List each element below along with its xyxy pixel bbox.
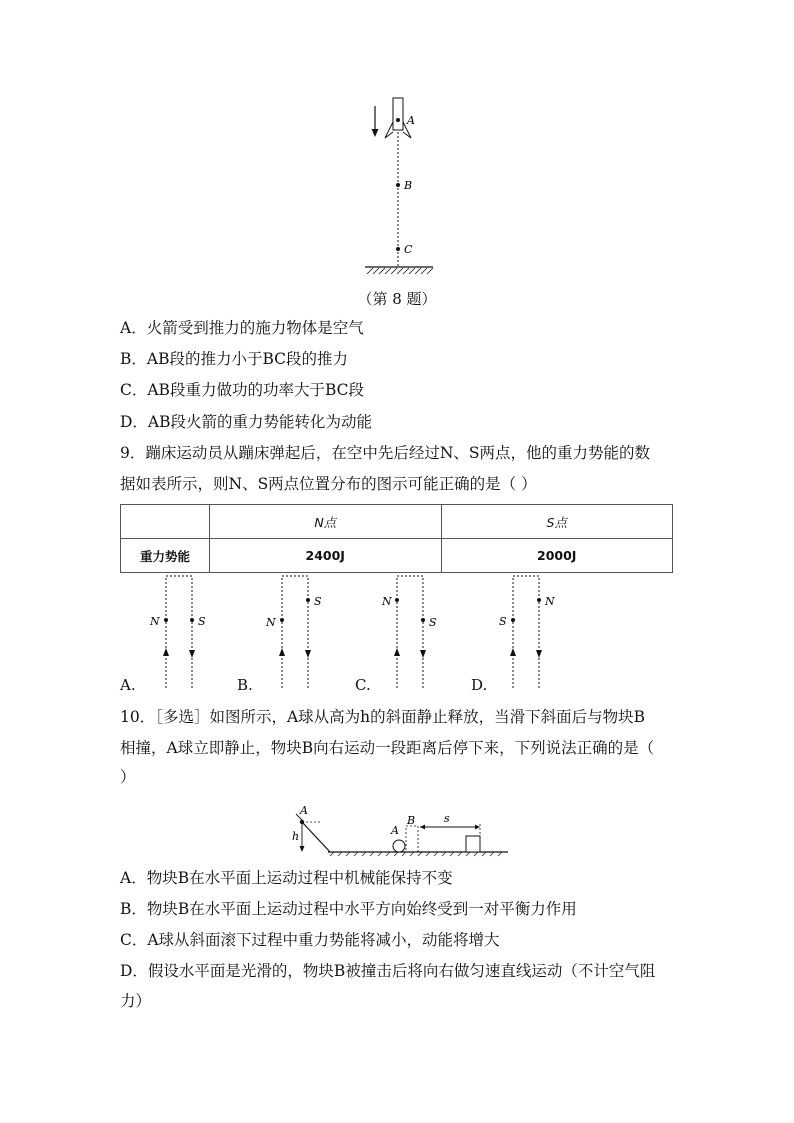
- diagram-c: [381, 576, 437, 688]
- ramp-slope: [302, 822, 330, 852]
- q9-diagrams: [120, 570, 680, 690]
- figure-caption-q8: （第 8 题）: [357, 290, 437, 308]
- q10-stem-line2: 相撞，A球立即静止，物块B向右运动一段距离后停下来，下列说法正确的是（: [120, 739, 655, 757]
- ball-a-bottom: [393, 840, 405, 852]
- diagram-d-label-s: S: [499, 615, 507, 628]
- label-h: h: [292, 830, 300, 843]
- q8-option-b: B．AB段的推力小于BC段的推力: [120, 350, 349, 368]
- q8-option-c: C．AB段重力做功的功率大于BC段: [120, 381, 364, 399]
- diagram-b-label-s: S: [314, 595, 322, 608]
- q10-option-c: C．A球从斜面滚下过程中重力势能将减小，动能将增大: [120, 931, 500, 949]
- q8-option-d: D．AB段火箭的重力势能转化为动能: [120, 413, 373, 431]
- diagram-d: [499, 576, 555, 688]
- table-header-row: [121, 505, 673, 539]
- rocket-fin-left: [385, 122, 393, 138]
- label-s: s: [444, 812, 450, 825]
- label-a-top: A: [300, 804, 308, 817]
- table-value-n: 2400J: [210, 539, 442, 573]
- ramp-figure: [280, 796, 512, 858]
- diagram-a: [149, 576, 206, 688]
- q8-option-a: A．火箭受到推力的施力物体是空气: [120, 319, 364, 337]
- q10-option-b: B．物块B在水平面上运动过程中水平方向始终受到一对平衡力作用: [120, 900, 577, 918]
- table-row: [121, 539, 673, 573]
- label-a: A: [407, 114, 415, 127]
- q10-stem-line3: ）: [120, 768, 136, 786]
- q9-option-d: D.: [471, 676, 488, 694]
- diagram-c-label-s: S: [429, 616, 437, 629]
- rocket-figure: [355, 92, 445, 282]
- q9-option-c: C.: [355, 676, 371, 694]
- q9-option-a: A.: [120, 676, 136, 694]
- q10-option-d: D．假设水平面是光滑的，物块B被撞击后将向右做匀速直线运动（不计空气阻: [120, 962, 656, 980]
- point-b: [396, 183, 400, 187]
- diagram-a-label-s: S: [198, 615, 206, 628]
- q9-stem-line2: 据如表所示，则N、S两点位置分布的图示可能正确的是（ ）: [120, 475, 537, 493]
- diagram-b: [265, 576, 322, 688]
- q10-option-d-cont: 力）: [120, 992, 152, 1010]
- table-corner-cell: [121, 505, 210, 539]
- block-b-initial: [406, 826, 418, 852]
- label-b: B: [407, 814, 416, 827]
- q10-stem-line1: 10．［多选］如图所示，A球从高为h的斜面静止释放，当滑下斜面后与物块B: [120, 708, 646, 726]
- table-row-label: 重力势能: [121, 539, 210, 573]
- ground-hatch: [367, 268, 433, 274]
- point-c: [396, 247, 400, 251]
- q9-stem-line1: 9．蹦床运动员从蹦床弹起后，在空中先后经过N、S两点，他的重力势能的数: [120, 444, 651, 462]
- table-value-s: 2000J: [441, 539, 673, 573]
- diagram-a-label-n: N: [150, 615, 160, 628]
- diagram-d-label-n: N: [545, 595, 555, 608]
- block-b-final: [466, 836, 480, 852]
- diagram-b-label-n: N: [266, 616, 276, 629]
- label-c: C: [404, 243, 413, 256]
- diagram-c-label-n: N: [382, 595, 392, 608]
- label-b: B: [404, 179, 413, 192]
- table-header-n: N点: [210, 505, 442, 539]
- table-header-s: S点: [441, 505, 673, 539]
- rocket-body: [393, 98, 403, 130]
- motion-arrow-head: [372, 129, 379, 137]
- energy-table: [120, 504, 673, 573]
- q10-option-a: A．物块B在水平面上运动过程中机械能保持不变: [120, 869, 453, 887]
- label-a-bottom: A: [391, 824, 399, 837]
- point-a: [396, 118, 400, 122]
- q9-option-b: B.: [237, 676, 253, 694]
